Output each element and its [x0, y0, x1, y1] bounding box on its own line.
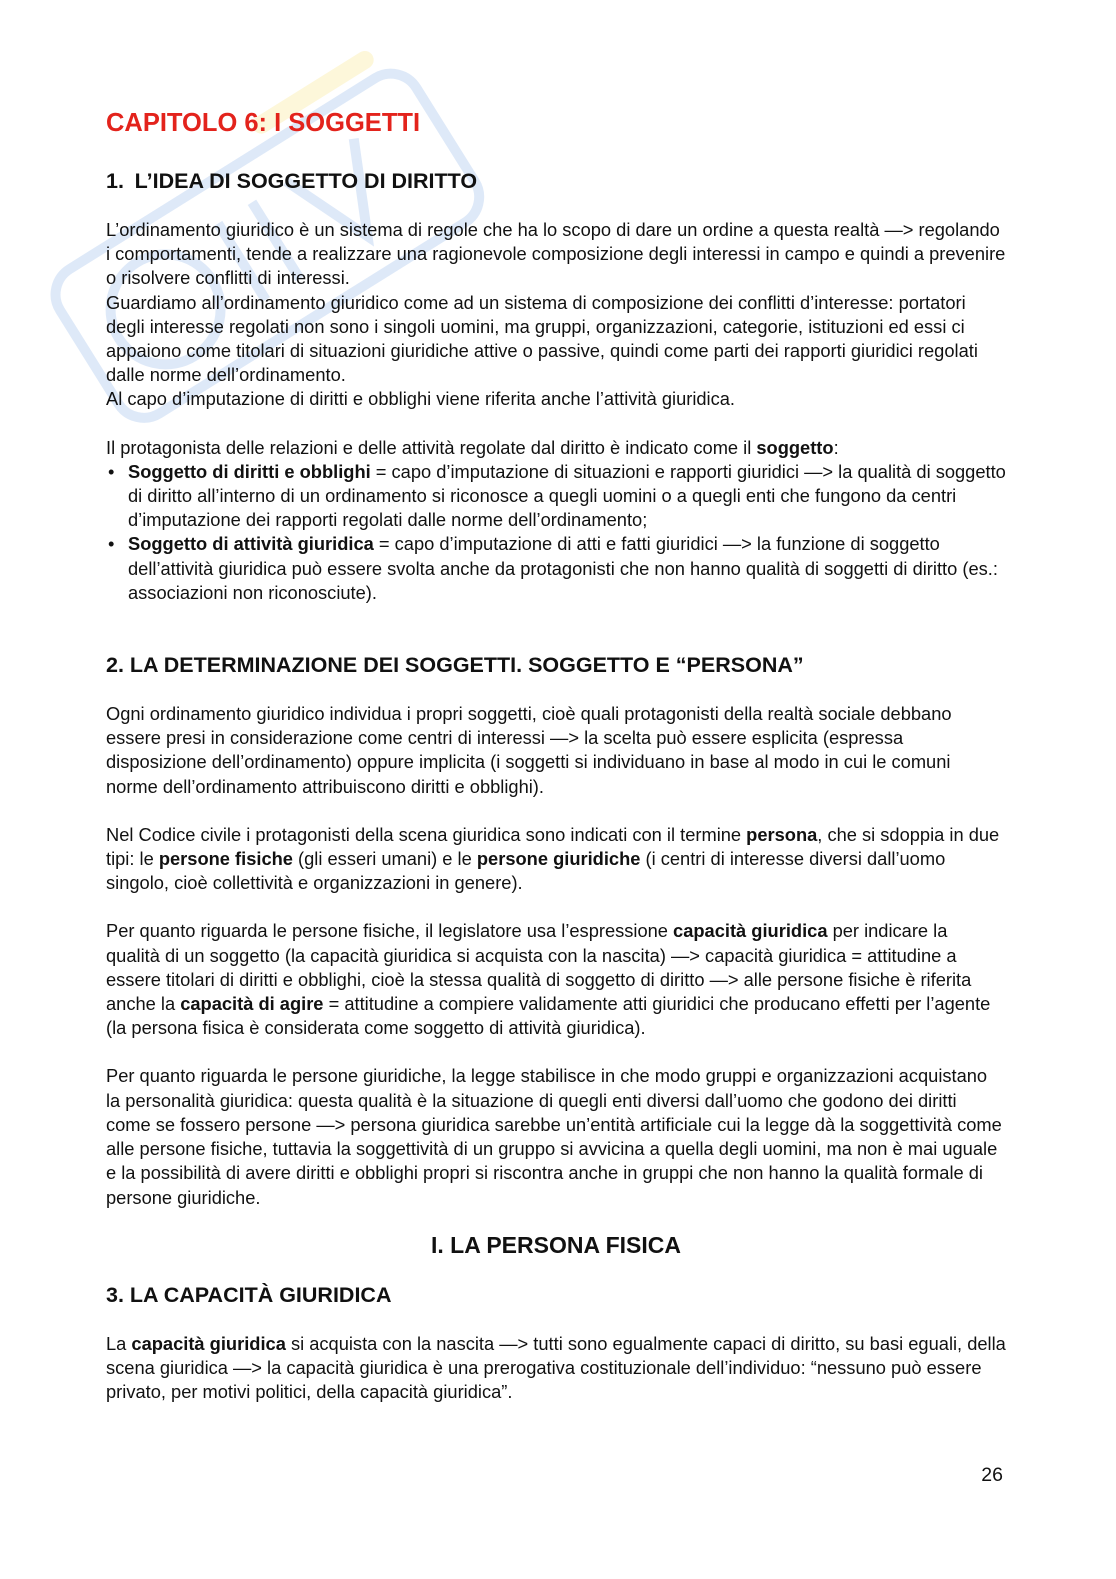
- section-2-paragraph-3: Per quanto riguarda le persone fisiche, il legislatore usa l’espressione capacità giuridica per indicare la qualità di un soggetto (la capacità giuridica si acquista con la nascita) —> capacità giuridica = attitudine a essere titolari di diritti e obblighi, cioè la stessa qualità di soggetto di diritto —> alle persone fisiche è riferita anche la capacità di agire = attitudine a compiere validamente atti giuridici che producano effetti per l’agente (la persona fisica è considerata come soggetto di attività giuridica).: [106, 920, 991, 1039]
- section-1-paragraph-3: Al capo d’imputazione di diritti e obblighi viene riferita anche l’attività giuridica.: [106, 388, 736, 410]
- term-soggetto: soggetto: [756, 436, 834, 458]
- page-number: 26: [981, 1464, 1003, 1486]
- section-3-heading: 3. LA CAPACITÀ GIURIDICA: [106, 1282, 392, 1307]
- subject-types-list: [106, 460, 1006, 605]
- list-item: • Soggetto di attività giuridica = capo d’imputazione di atti e fatti giuridici —> la funzione di soggetto dell’attività giuridica può essere svolta anche da protagonisti che non hanno qualità di soggetti di diritto (es.: associazioni non riconosciute).: [106, 532, 1006, 605]
- section-1-paragraph-4: Il protagonista delle relazioni e delle attività regolate dal diritto è indicato come il soggetto:: [106, 436, 839, 458]
- section-2-paragraph-2: Nel Codice civile i protagonisti della scena giuridica sono indicati con il termine persona, che si sdoppia in due tipi: le persone fisiche (gli esseri umani) e le persone giuridiche (i centri di interesse diversi dall’uomo singolo, cioè collettività e organizzazioni in genere).: [106, 823, 1000, 894]
- section-1-paragraph-2: Guardiamo all’ordinamento giuridico come ad un sistema di composizione dei conflitti d’interesse: portatori degli interesse regolati non sono i singoli uomini, ma gruppi, organizzazioni, categorie, istituzioni ed essi ci appaiono come titolari di situazioni giuridiche attive o passive, quindi come parti dei rapporti giuridici regolati dalle norme dell’ordinamento.: [106, 291, 978, 386]
- section-2-paragraph-1: Ogni ordinamento giuridico individua i propri soggetti, cioè quali protagonisti della realtà sociale debbano essere presi in considerazione come centri di interessi —> la scelta può essere esplicita (espressa disposizione dell’ordinamento) oppure implicita (i soggetti si individuano in base al modo in cui le comuni norme dell’ordinamento attribuiscono diritti e obblighi).: [106, 703, 952, 797]
- list-item: • Soggetto di diritti e obblighi = capo d’imputazione di situazioni e rapporti giuridici —> la qualità di soggetto di diritto all’interno di un ordinamento si riconosce a quegli uomini o a quegli enti che fungono da centri d’imputazione dei rapporti regolati dalle norme dell’ordinamento;: [106, 460, 1006, 533]
- section-1-paragraph-1: L’ordinamento giuridico è un sistema di regole che ha lo scopo di dare un ordine a questa realtà —> regolando i comportamenti, tende a realizzare una ragionevole composizione degli interessi in campo e quindi a prevenire o risolvere conflitti di interessi.: [106, 219, 1006, 289]
- document-page: [106, 95, 1006, 1404]
- part-title: I. LA PERSONA FISICA: [430, 1231, 682, 1258]
- chapter-title: CAPITOLO 6: I SOGGETTI: [106, 109, 421, 137]
- section-3-paragraph-1: La capacità giuridica si acquista con la nascita —> tutti sono egualmente capaci di diritto, su basi eguali, della scena giuridica —> la capacità giuridica è una prerogativa costituzionale dell’individuo: “nessuno può essere privato, per motivi politici, della capacità giuridica”.: [106, 1332, 1006, 1403]
- section-2-paragraph-4: Per quanto riguarda le persone giuridiche, la legge stabilisce in che modo gruppi e organizzazioni acquistano la personalità giuridica: questa qualità è la situazione di quegli enti diversi dall’uomo che godono dei diritti come se fossero persone —> persona giuridica sarebbe un’entità artificiale cui la legge dà la soggettività come alle persone fisiche, tuttavia la soggettività di un gruppo si avvicina a quella degli uomini, ma non è mai uguale e la possibilità di avere diritti e obblighi propri si riscontra anche in gruppi che non hanno la qualità formale di persone giuridiche.: [106, 1065, 1002, 1208]
- section-1-heading: 1. L’IDEA DI SOGGETTO DI DIRITTO: [106, 169, 478, 193]
- section-2-heading: 2. LA DETERMINAZIONE DEI SOGGETTI. SOGGETTO E “PERSONA”: [106, 653, 804, 678]
